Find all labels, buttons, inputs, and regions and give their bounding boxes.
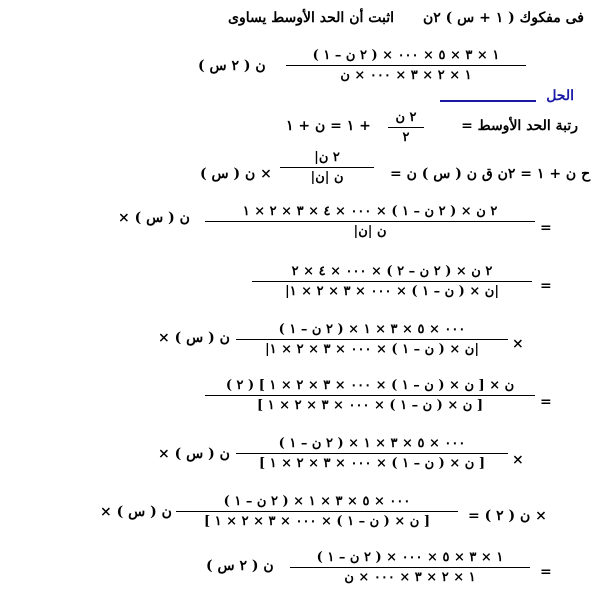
step7-num: ( ٢ ن – ١ ) × ٠٠٠ × ٥ × ٣ × ١ xyxy=(223,494,411,509)
step3-prefix: = xyxy=(540,278,552,294)
statement-fraction xyxy=(286,48,526,83)
step3-fraction xyxy=(252,264,532,299)
step8-factor: ( ٢ س ) ن xyxy=(206,558,274,574)
step2-prefix: = xyxy=(540,220,552,236)
step8-prefix: = xyxy=(540,564,552,580)
step3-den: |ن × ( ن – ١ ) × ٠٠٠ × ٣ × ٢ × ١| xyxy=(284,284,500,299)
step2-factor: × ( س ) ن xyxy=(118,210,190,226)
problem-title: فى مفكوك ( ١ + س ) ٢ن xyxy=(423,10,584,26)
step6-prefix: × xyxy=(512,452,524,468)
step8-num: ١ × ٣ × ٥ × ٠٠٠ × ( ٢ ن – ١ ) xyxy=(316,550,504,565)
statement-denominator: ١ × ٢ × ٣ × ٠٠٠ × ن xyxy=(340,68,472,83)
step8-fraction xyxy=(290,550,530,585)
step2-num: ٢ ن × ( ٢ ن – ١ ) × ٠٠٠ × ٤ × ٣ × ٢ × ١ xyxy=(242,204,498,219)
solution-label: الحل xyxy=(546,88,574,104)
step6-fraction xyxy=(236,436,508,471)
step2-den: |ن |ن xyxy=(353,224,387,239)
order-label: رتبة الحد الأوسط = xyxy=(461,118,578,134)
step2-fraction xyxy=(205,204,535,239)
step7-den: [ ن × ( ن – ١ ) × ٠٠٠ × ٣ × ٢ × ١ ] xyxy=(203,514,431,529)
step1-num: |٢ ن xyxy=(314,150,340,165)
order-frac-num: ٢ ن xyxy=(395,110,417,125)
step8-den: ١ × ٢ × ٣ × ٠٠٠ × ن xyxy=(344,570,476,585)
order-fraction xyxy=(388,110,424,145)
step3-num: ٢ ن × ( ٢ ن – ٢ ) × ٠٠٠ × ٤ × ٢ xyxy=(291,264,493,279)
step1-factor: ( س ) ن × xyxy=(200,166,272,182)
step6-num: ( ٢ ن – ١ ) × ٠٠٠ × ٥ × ٣ × ١ xyxy=(278,436,466,451)
step4-prefix: × xyxy=(512,336,524,352)
step7-fraction xyxy=(176,494,458,529)
step1-fraction xyxy=(280,150,374,185)
step6-den: [ ن × ( ن – ١ ) × ٠٠٠ × ٣ × ٢ × ١ ] xyxy=(258,456,486,471)
step5-prefix: = xyxy=(540,394,552,410)
step1-lhs: ح ن + ١ = ٢ن ق ن ( س ) ن = xyxy=(390,166,591,182)
step5-fraction xyxy=(205,378,535,413)
step5-num: ( ٢ ) ن × [ ن × ( ن – ١ ) × ٠٠٠ × ٣ × ٢ × ١ ] xyxy=(225,378,515,393)
step7-prefix: = ( ٢ ) ن × xyxy=(468,508,547,524)
order-frac-den: ٢ xyxy=(402,130,410,145)
step7-factor: × ( س ) ن xyxy=(100,504,172,520)
statement-rhs: ( ٢ س ) ن xyxy=(198,58,266,74)
step4-num: ( ٢ ن – ١ ) × ٠٠٠ × ٥ × ٣ × ١ xyxy=(278,322,466,337)
step4-fraction xyxy=(236,322,508,357)
statement-numerator: ١ × ٣ × ٥ × ٠٠٠ × ( ٢ ن – ١ ) xyxy=(312,48,500,63)
step4-factor: × ( س ) ن xyxy=(158,330,230,346)
step6-factor: × ( س ) ن xyxy=(158,446,230,462)
step1-den: |ن |ن xyxy=(310,170,344,185)
step4-den: |ن × ( ن – ١ ) × ٠٠٠ × ٣ × ٢ × ١| xyxy=(264,342,480,357)
solution-underline xyxy=(440,100,536,102)
problem-instruction: اثبت أن الحد الأوسط يساوى xyxy=(228,10,394,26)
step5-den: [ ن × ( ن – ١ ) × ٠٠٠ × ٣ × ٢ × ١ ] xyxy=(256,398,484,413)
order-rest: + ١ = ن + ١ xyxy=(286,118,371,134)
